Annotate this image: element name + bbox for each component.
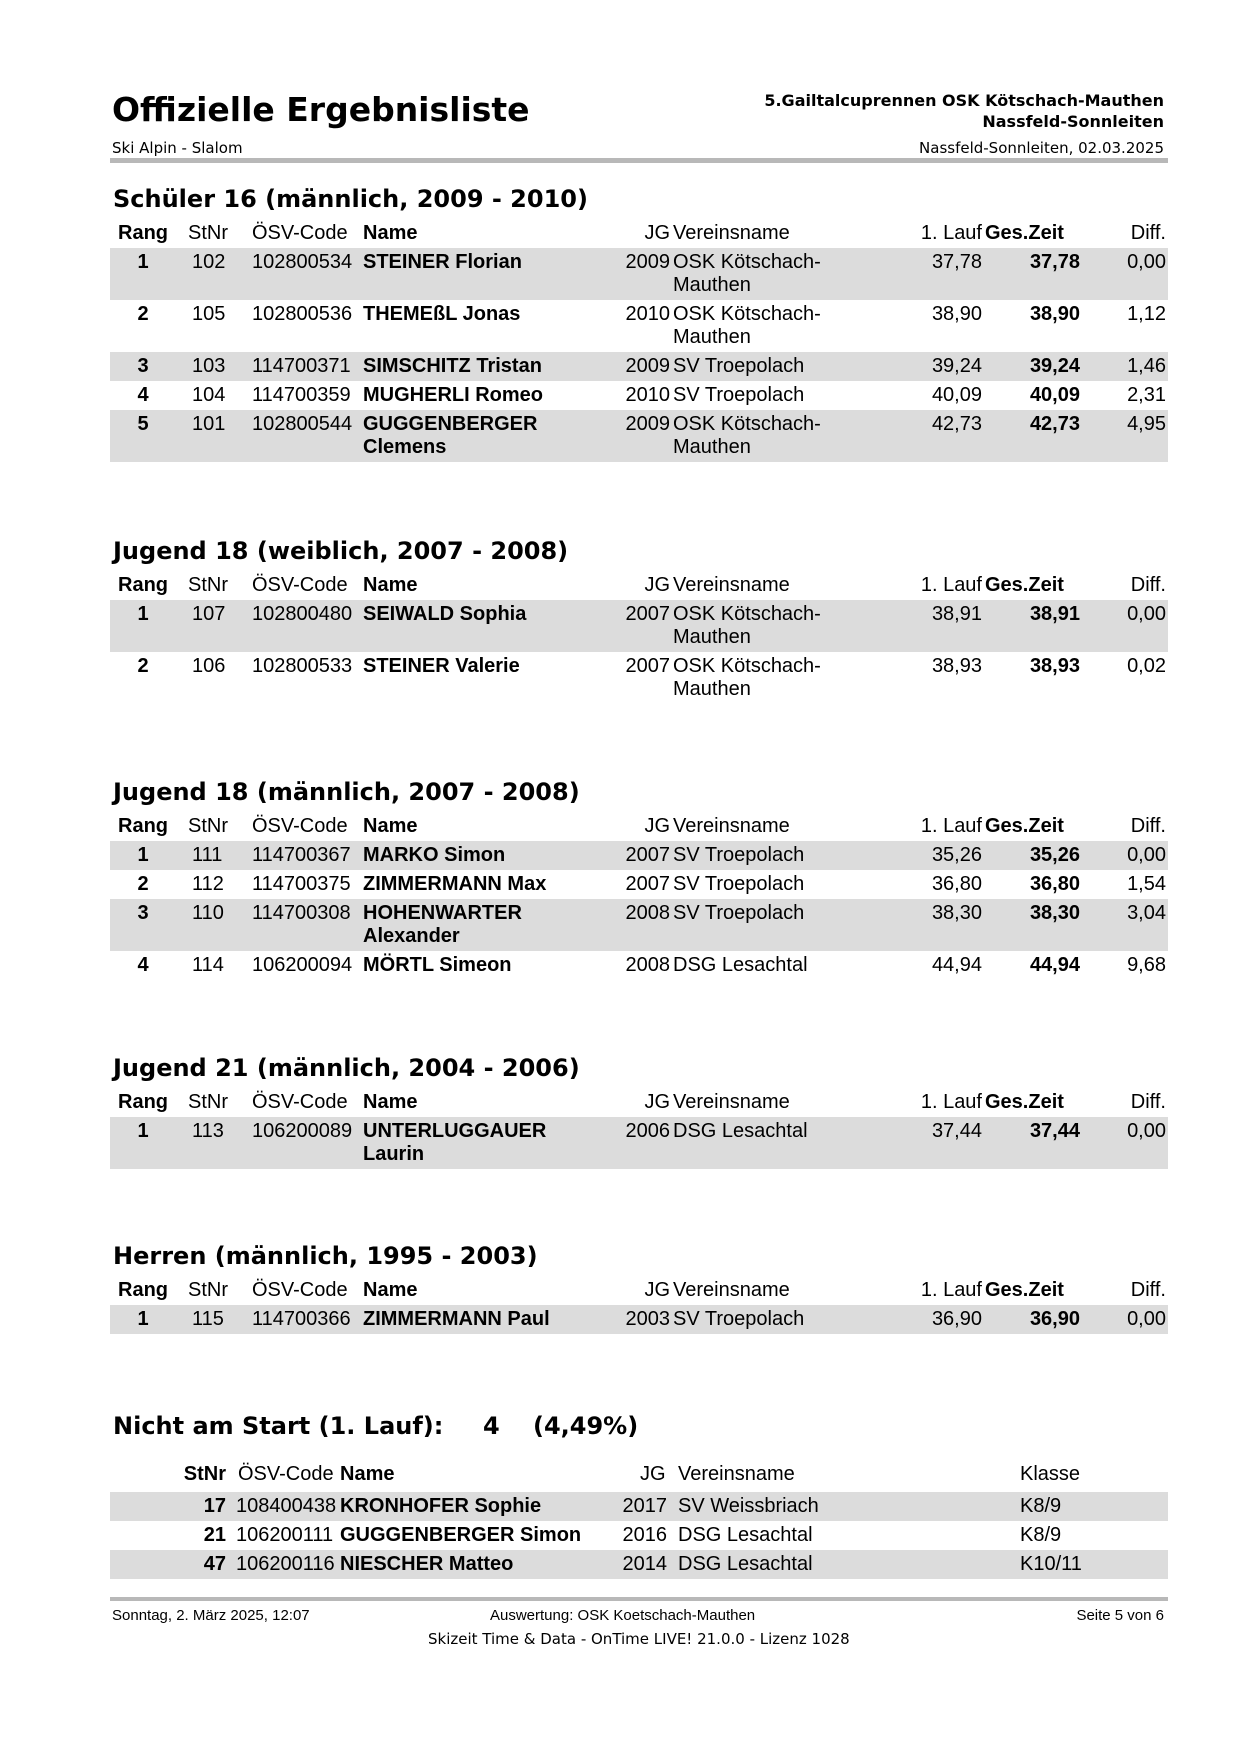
start-number: 115 <box>192 1308 224 1330</box>
start-number: 47 <box>203 1553 226 1575</box>
rank: 1 <box>137 603 149 625</box>
col-code: ÖSV-Code <box>252 815 348 837</box>
col-rank: Rang <box>118 222 168 244</box>
rank: 4 <box>137 954 149 976</box>
birth-year: 2014 <box>622 1553 667 1575</box>
athlete-name: GUGGENBERGER Clemens <box>363 413 538 458</box>
birth-year: 2017 <box>622 1495 667 1517</box>
time-diff: 2,31 <box>1127 384 1166 406</box>
run1-time: 38,93 <box>931 655 982 677</box>
footer-datetime: Sonntag, 2. März 2025, 12:07 <box>112 1607 310 1624</box>
class-name: K8/9 <box>1020 1495 1062 1517</box>
rank: 3 <box>137 902 149 924</box>
col-total: Ges.Zeit <box>985 222 1064 244</box>
osv-code: 102800544 <box>252 413 353 435</box>
run1-time: 36,90 <box>931 1308 982 1330</box>
birth-year: 2010 <box>625 303 670 325</box>
start-number: 104 <box>192 384 226 406</box>
start-number: 21 <box>203 1524 226 1546</box>
discipline-subtitle: Ski Alpin - Slalom <box>112 139 243 157</box>
dns-table-header <box>110 1460 1168 1490</box>
total-time: 39,24 <box>1029 355 1080 377</box>
birth-year: 2007 <box>625 844 670 866</box>
start-number: 112 <box>192 873 224 895</box>
section-title: Jugend 18 (männlich, 2007 - 2008) <box>113 778 580 806</box>
col-jg: JG <box>640 1463 666 1485</box>
athlete-name: ZIMMERMANN Max <box>363 873 547 895</box>
start-number: 105 <box>192 303 226 325</box>
start-number: 17 <box>203 1495 226 1517</box>
birth-year: 2007 <box>625 655 670 677</box>
club-name: DSG Lesachtal <box>678 1524 813 1546</box>
osv-code: 102800534 <box>252 251 353 273</box>
col-jg: JG <box>644 1279 670 1301</box>
rank: 1 <box>137 1120 149 1142</box>
results-section <box>110 532 1168 704</box>
club-name: OSK Kötschach-Mauthen <box>673 655 821 700</box>
osv-code: 114700366 <box>252 1308 351 1330</box>
col-club: Vereinsname <box>673 574 790 596</box>
location-date: Nassfeld-Sonnleiten, 02.03.2025 <box>919 139 1164 157</box>
col-total: Ges.Zeit <box>985 574 1064 596</box>
time-diff: 0,02 <box>1127 655 1166 677</box>
col-stnr: StNr <box>188 222 228 244</box>
birth-year: 2006 <box>625 1120 670 1142</box>
col-stnr: StNr <box>188 1279 228 1301</box>
club-name: SV Troepolach <box>673 902 805 924</box>
total-time: 44,94 <box>1029 954 1080 976</box>
club-name: SV Troepolach <box>673 355 805 377</box>
rank: 4 <box>137 384 149 406</box>
table-header <box>110 570 1168 600</box>
run1-time: 38,91 <box>931 603 982 625</box>
event-name: 5.Gailtalcuprennen OSK Kötschach-Mauthen <box>764 91 1164 110</box>
total-time: 38,30 <box>1029 902 1080 924</box>
athlete-name: STEINER Valerie <box>363 655 520 677</box>
osv-code: 114700359 <box>252 384 351 406</box>
athlete-name: THEMEßL Jonas <box>363 303 521 325</box>
dns-percent: (4,49%) <box>533 1412 639 1440</box>
time-diff: 0,00 <box>1127 1120 1166 1142</box>
rank: 5 <box>137 413 149 435</box>
club-name: SV Troepolach <box>673 384 805 406</box>
col-diff: Diff. <box>1130 1091 1166 1113</box>
total-time: 36,80 <box>1029 873 1080 895</box>
rank: 1 <box>137 844 149 866</box>
osv-code: 102800533 <box>252 655 353 677</box>
table-row <box>110 652 1168 704</box>
col-total: Ges.Zeit <box>985 815 1064 837</box>
class-name: K10/11 <box>1020 1553 1082 1575</box>
athlete-name: KRONHOFER Sophie <box>340 1495 542 1517</box>
event-venue: Nassfeld-Sonnleiten <box>982 112 1164 131</box>
col-rank: Rang <box>118 1091 168 1113</box>
col-jg: JG <box>644 1091 670 1113</box>
col-run1: 1. Lauf <box>920 1279 982 1301</box>
run1-time: 39,24 <box>931 355 982 377</box>
time-diff: 0,00 <box>1127 251 1166 273</box>
club-name: OSK Kötschach-Mauthen <box>673 413 821 458</box>
section-title: Herren (männlich, 1995 - 2003) <box>113 1242 538 1270</box>
birth-year: 2009 <box>625 355 670 377</box>
col-diff: Diff. <box>1130 222 1166 244</box>
birth-year: 2008 <box>625 902 670 924</box>
col-club: Vereinsname <box>673 1279 790 1301</box>
results-section <box>110 1237 1168 1334</box>
run1-time: 36,80 <box>931 873 982 895</box>
dns-title: Nicht am Start (1. Lauf): <box>113 1412 444 1440</box>
birth-year: 2007 <box>625 873 670 895</box>
footer-divider <box>110 1597 1168 1601</box>
run1-time: 37,44 <box>931 1120 982 1142</box>
col-jg: JG <box>644 815 670 837</box>
table-row <box>110 248 1168 300</box>
table-row <box>110 870 1168 899</box>
col-club: Vereinsname <box>673 222 790 244</box>
time-diff: 0,00 <box>1127 603 1166 625</box>
col-code: ÖSV-Code <box>252 222 348 244</box>
dns-row <box>110 1550 1168 1579</box>
osv-code: 102800480 <box>252 603 353 625</box>
rank: 3 <box>137 355 149 377</box>
table-header <box>110 1087 1168 1117</box>
results-section <box>110 1049 1168 1169</box>
total-time: 40,09 <box>1029 384 1080 406</box>
page-number: Seite 5 von 6 <box>1076 1607 1164 1624</box>
club-name: OSK Kötschach-Mauthen <box>673 303 821 348</box>
rank: 1 <box>137 1308 149 1330</box>
col-name: Name <box>363 222 418 244</box>
col-jg: JG <box>644 574 670 596</box>
col-stnr: StNr <box>188 815 228 837</box>
total-time: 42,73 <box>1029 413 1080 435</box>
athlete-name: HOHENWARTER Alexander <box>363 902 522 947</box>
osv-code: 106200094 <box>252 954 353 976</box>
club-name: SV Troepolach <box>673 1308 805 1330</box>
rank: 1 <box>137 251 149 273</box>
time-diff: 1,46 <box>1127 355 1166 377</box>
total-time: 38,90 <box>1029 303 1080 325</box>
col-name: Name <box>363 1279 418 1301</box>
time-diff: 3,04 <box>1127 902 1166 924</box>
time-diff: 9,68 <box>1127 954 1166 976</box>
table-row <box>110 410 1168 462</box>
total-time: 38,91 <box>1029 603 1080 625</box>
athlete-name: SEIWALD Sophia <box>363 603 527 625</box>
col-rank: Rang <box>118 1279 168 1301</box>
col-diff: Diff. <box>1130 574 1166 596</box>
birth-year: 2003 <box>625 1308 670 1330</box>
start-number: 102 <box>192 251 226 273</box>
col-club: Vereinsname <box>673 815 790 837</box>
col-name: Name <box>363 574 418 596</box>
col-rank: Rang <box>118 815 168 837</box>
class-name: K8/9 <box>1020 1524 1062 1546</box>
table-header <box>110 218 1168 248</box>
osv-code: 114700371 <box>252 355 351 377</box>
start-number: 106 <box>192 655 226 677</box>
osv-code: 106200089 <box>252 1120 353 1142</box>
total-time: 35,26 <box>1029 844 1080 866</box>
osv-code: 108400438 <box>236 1495 337 1517</box>
dns-row <box>110 1492 1168 1521</box>
rank: 2 <box>137 303 149 325</box>
col-name: Name <box>363 815 418 837</box>
rank: 2 <box>137 873 149 895</box>
run1-time: 40,09 <box>931 384 982 406</box>
birth-year: 2009 <box>625 413 670 435</box>
run1-time: 42,73 <box>931 413 982 435</box>
run1-time: 38,30 <box>931 902 982 924</box>
birth-year: 2010 <box>625 384 670 406</box>
birth-year: 2008 <box>625 954 670 976</box>
start-number: 101 <box>192 413 226 435</box>
table-row <box>110 352 1168 381</box>
birth-year: 2007 <box>625 603 670 625</box>
athlete-name: NIESCHER Matteo <box>340 1553 514 1575</box>
club-name: SV Weissbriach <box>678 1495 819 1517</box>
table-row <box>110 381 1168 410</box>
total-time: 37,44 <box>1029 1120 1080 1142</box>
col-run1: 1. Lauf <box>920 1091 982 1113</box>
athlete-name: MARKO Simon <box>363 844 506 866</box>
table-row <box>110 951 1168 980</box>
club-name: DSG Lesachtal <box>678 1553 813 1575</box>
table-row <box>110 841 1168 870</box>
club-name: DSG Lesachtal <box>673 1120 808 1142</box>
col-total: Ges.Zeit <box>985 1091 1064 1113</box>
results-section <box>110 180 1168 462</box>
rank: 2 <box>137 655 149 677</box>
section-title: Jugend 21 (männlich, 2004 - 2006) <box>113 1054 580 1082</box>
athlete-name: MÖRTL Simeon <box>363 954 512 976</box>
table-row <box>110 600 1168 652</box>
osv-code: 106200116 <box>236 1553 335 1575</box>
col-code: ÖSV-Code <box>252 574 348 596</box>
club-name: DSG Lesachtal <box>673 954 808 976</box>
start-number: 110 <box>192 902 224 924</box>
col-stnr: StNr <box>183 1463 226 1485</box>
time-diff: 1,12 <box>1127 303 1166 325</box>
col-code: ÖSV-Code <box>252 1091 348 1113</box>
time-diff: 1,54 <box>1127 873 1166 895</box>
footer-software: Skizeit Time & Data - OnTime LIVE! 21.0.0 - Lizenz 1028 <box>428 1630 850 1648</box>
osv-code: 102800536 <box>252 303 353 325</box>
start-number: 103 <box>192 355 226 377</box>
table-row <box>110 1305 1168 1334</box>
table-row <box>110 300 1168 352</box>
header-divider <box>110 158 1168 163</box>
total-time: 36,90 <box>1029 1308 1080 1330</box>
run1-time: 44,94 <box>931 954 982 976</box>
birth-year: 2009 <box>625 251 670 273</box>
footer-evaluation: Auswertung: OSK Koetschach-Mauthen <box>490 1607 756 1624</box>
run1-time: 37,78 <box>931 251 982 273</box>
col-jg: JG <box>644 222 670 244</box>
col-code: ÖSV-Code <box>252 1279 348 1301</box>
col-klasse: Klasse <box>1020 1463 1081 1485</box>
col-rank: Rang <box>118 574 168 596</box>
col-code: ÖSV-Code <box>238 1463 334 1485</box>
athlete-name: STEINER Florian <box>363 251 522 273</box>
section-title: Schüler 16 (männlich, 2009 - 2010) <box>113 185 588 213</box>
athlete-name: UNTERLUGGAUER Laurin <box>363 1120 547 1165</box>
start-number: 113 <box>192 1120 224 1142</box>
osv-code: 106200111 <box>236 1524 334 1546</box>
osv-code: 114700367 <box>252 844 351 866</box>
osv-code: 114700375 <box>252 873 351 895</box>
athlete-name: GUGGENBERGER Simon <box>340 1524 582 1546</box>
col-diff: Diff. <box>1130 815 1166 837</box>
athlete-name: MUGHERLI Romeo <box>363 384 543 406</box>
dns-row <box>110 1521 1168 1550</box>
run1-time: 38,90 <box>931 303 982 325</box>
start-number: 111 <box>192 844 223 866</box>
section-title: Jugend 18 (weiblich, 2007 - 2008) <box>113 537 569 565</box>
club-name: OSK Kötschach-Mauthen <box>673 251 821 296</box>
col-diff: Diff. <box>1130 1279 1166 1301</box>
club-name: OSK Kötschach-Mauthen <box>673 603 821 648</box>
athlete-name: ZIMMERMANN Paul <box>363 1308 550 1330</box>
col-club: Vereinsname <box>673 1091 790 1113</box>
table-row <box>110 899 1168 951</box>
table-header <box>110 811 1168 841</box>
col-stnr: StNr <box>188 1091 228 1113</box>
col-stnr: StNr <box>188 574 228 596</box>
col-run1: 1. Lauf <box>920 815 982 837</box>
col-total: Ges.Zeit <box>985 1279 1064 1301</box>
club-name: SV Troepolach <box>673 873 805 895</box>
col-name: Name <box>363 1091 418 1113</box>
start-number: 114 <box>192 954 224 976</box>
dns-count: 4 <box>483 1412 500 1440</box>
time-diff: 0,00 <box>1127 844 1166 866</box>
col-run1: 1. Lauf <box>920 574 982 596</box>
col-name: Name <box>340 1463 395 1485</box>
athlete-name: SIMSCHITZ Tristan <box>363 355 542 377</box>
run1-time: 35,26 <box>931 844 982 866</box>
start-number: 107 <box>192 603 226 625</box>
time-diff: 4,95 <box>1127 413 1166 435</box>
club-name: SV Troepolach <box>673 844 805 866</box>
col-club: Vereinsname <box>678 1463 795 1485</box>
results-section <box>110 773 1168 980</box>
time-diff: 0,00 <box>1127 1308 1166 1330</box>
page-title: Offizielle Ergebnisliste <box>112 90 530 129</box>
table-header <box>110 1275 1168 1305</box>
total-time: 37,78 <box>1029 251 1080 273</box>
table-row <box>110 1117 1168 1169</box>
osv-code: 114700308 <box>252 902 351 924</box>
col-run1: 1. Lauf <box>920 222 982 244</box>
total-time: 38,93 <box>1029 655 1080 677</box>
birth-year: 2016 <box>622 1524 667 1546</box>
